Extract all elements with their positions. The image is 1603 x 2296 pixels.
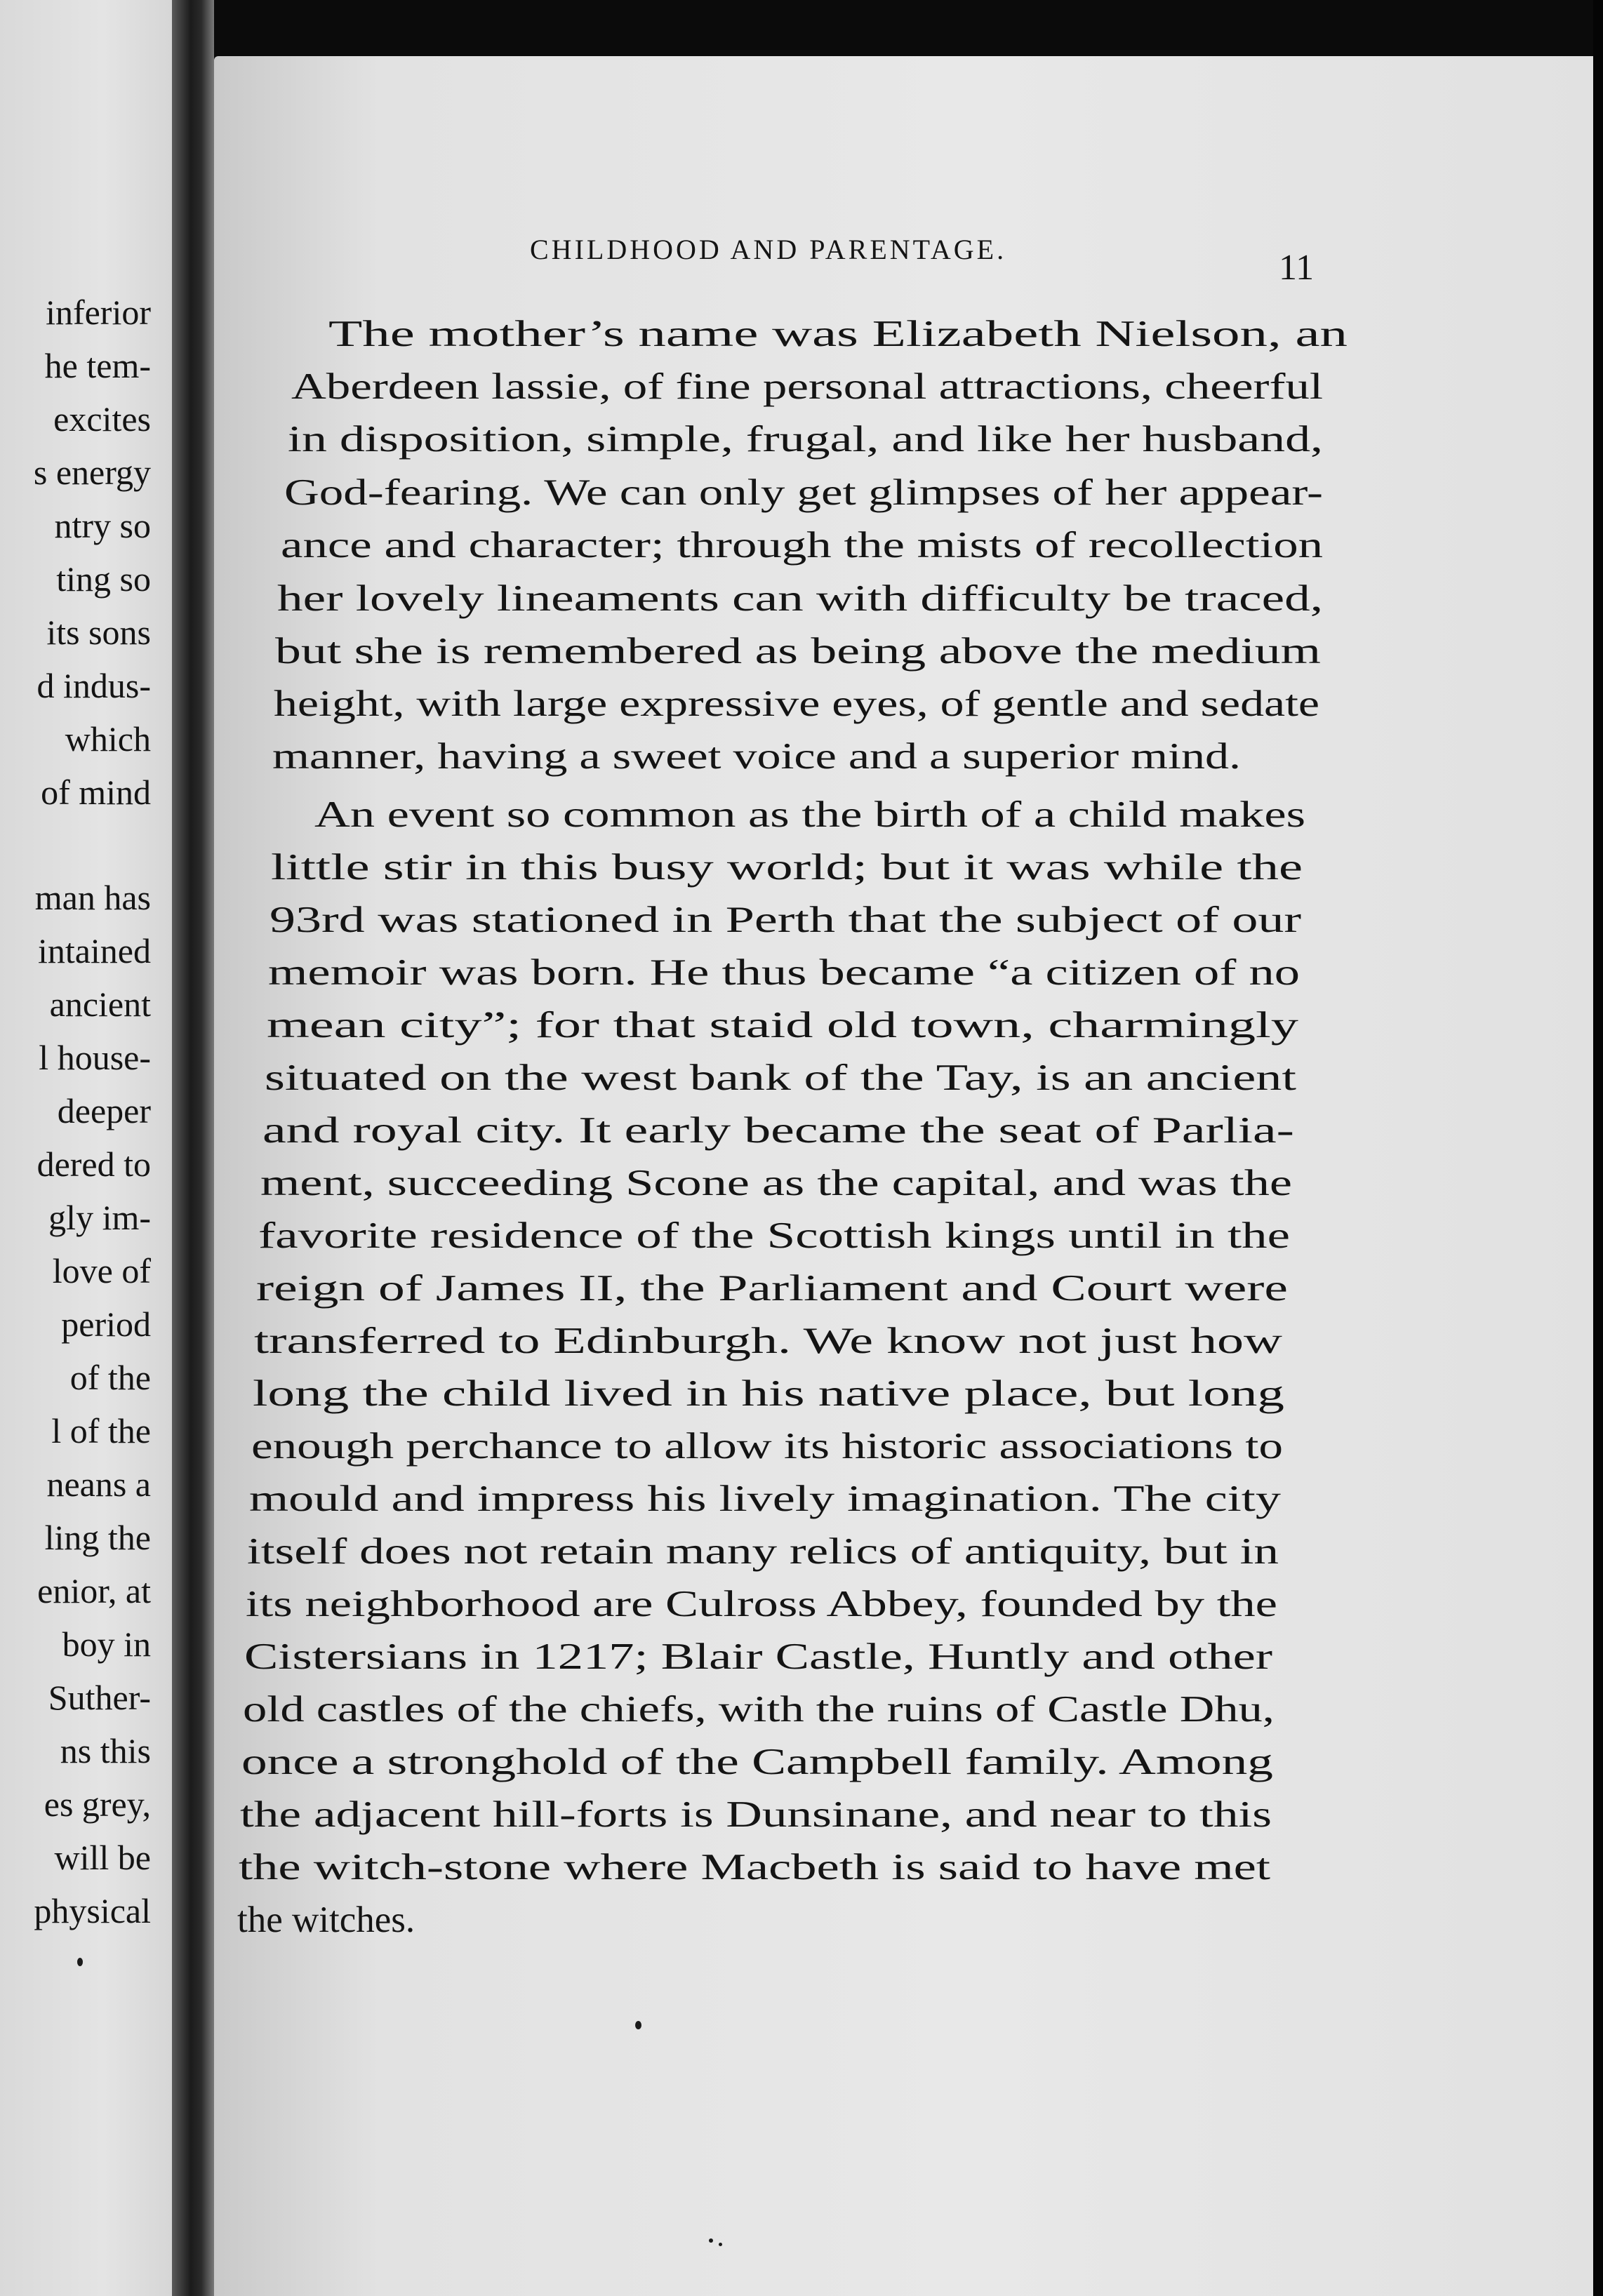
left-page-line: deeper bbox=[57, 1091, 151, 1130]
print-speck bbox=[709, 2238, 713, 2243]
body-line: long the child lived in his native place, but long bbox=[253, 1373, 1284, 1414]
body-line: An event so common as the birth of a child makes bbox=[314, 794, 1306, 835]
print-speck bbox=[719, 2243, 722, 2246]
body-line: the adjacent hill-forts is Dunsinane, and near to this bbox=[240, 1794, 1272, 1835]
left-page-line: intained bbox=[37, 931, 151, 970]
print-speck bbox=[635, 2021, 641, 2029]
left-page-line: man has bbox=[34, 878, 151, 917]
left-page-line: he tem- bbox=[44, 346, 151, 385]
page-number: 11 bbox=[1279, 248, 1315, 288]
left-page-line: ntry so bbox=[54, 506, 151, 545]
body-line: the witches. bbox=[237, 1900, 415, 1940]
left-page-line: neans a bbox=[46, 1464, 151, 1504]
left-page-line: s energy bbox=[33, 453, 151, 492]
body-line: God-fearing. We can only get glimpses of her appear- bbox=[284, 472, 1323, 513]
left-page-line: gly im- bbox=[48, 1198, 151, 1237]
left-page-line: will be bbox=[54, 1838, 151, 1877]
left-page-line: inferior bbox=[46, 293, 151, 332]
left-page-line: d indus- bbox=[36, 666, 151, 705]
body-line: manner, having a sweet voice and a superior mind. bbox=[272, 736, 1242, 777]
left-page-line: es grey, bbox=[44, 1784, 151, 1824]
left-page-line: period bbox=[61, 1304, 151, 1344]
body-line: 93rd was stationed in Perth that the subject of our bbox=[270, 900, 1302, 940]
left-page-line: l house- bbox=[39, 1038, 151, 1077]
left-page-line: its sons bbox=[46, 613, 151, 652]
body-line: ment, succeeding Scone as the capital, and was the bbox=[260, 1163, 1292, 1203]
body-line: but she is remembered as being above the medium bbox=[275, 631, 1321, 672]
body-line: the witch-stone where Macbeth is said to have met bbox=[239, 1847, 1270, 1888]
running-head: CHILDHOOD AND PARENTAGE. bbox=[530, 234, 1007, 265]
body-line: itself does not retain many relics of antiquity, but in bbox=[247, 1531, 1279, 1572]
body-line: height, with large expressive eyes, of gentle and sedate bbox=[274, 683, 1320, 724]
left-page-line: of the bbox=[69, 1358, 151, 1397]
left-page-line: Suther- bbox=[48, 1678, 151, 1717]
left-page-line: of mind bbox=[41, 773, 151, 812]
left-page-line: boy in bbox=[62, 1624, 151, 1664]
body-line: Aberdeen lassie, of fine personal attractions, cheerful bbox=[291, 366, 1324, 407]
body-line: reign of James II, the Parliament and Court were bbox=[256, 1268, 1288, 1309]
left-page-line: excites bbox=[53, 399, 151, 439]
body-line: and royal city. It early became the seat of Parlia- bbox=[262, 1110, 1294, 1151]
left-page-line: love of bbox=[52, 1251, 151, 1290]
left-page-line: ancient bbox=[49, 985, 151, 1024]
body-line: once a stronghold of the Campbell family. Among bbox=[241, 1742, 1273, 1782]
body-line: mean city”; for that staid old town, charmingly bbox=[267, 1005, 1298, 1046]
body-line: ance and character; through the mists of recollection bbox=[281, 525, 1324, 566]
body-line: The mother’s name was Elizabeth Nielson, an bbox=[328, 314, 1348, 354]
body-line: memoir was born. He thus became “a citizen of no bbox=[268, 952, 1301, 993]
left-page-line: physical bbox=[34, 1891, 151, 1930]
print-speck bbox=[77, 1958, 83, 1966]
body-line: favorite residence of the Scottish kings until in the bbox=[258, 1215, 1290, 1256]
body-line: transferred to Edinburgh. We know not just how bbox=[254, 1321, 1282, 1361]
left-page-line: which bbox=[65, 719, 151, 759]
body-line: little stir in this busy world; but it was while the bbox=[271, 847, 1303, 888]
body-line: her lovely lineaments can with difficulty be traced, bbox=[277, 578, 1324, 619]
left-page-line: ling the bbox=[44, 1518, 151, 1557]
left-page-line: enior, at bbox=[37, 1571, 151, 1610]
left-page-line: ns this bbox=[60, 1731, 151, 1770]
body-line: Cistersians in 1217; Blair Castle, Huntly and other bbox=[244, 1636, 1272, 1677]
body-line: situated on the west bank of the Tay, is an ancient bbox=[265, 1057, 1296, 1098]
left-page-line: ting so bbox=[56, 559, 151, 599]
body-line: in disposition, simple, frugal, and like her husband, bbox=[288, 419, 1323, 460]
body-line: old castles of the chiefs, with the ruins of Castle Dhu, bbox=[243, 1689, 1275, 1730]
body-line: enough perchance to allow its historic associations to bbox=[251, 1426, 1283, 1467]
left-page-line: dered to bbox=[36, 1144, 151, 1184]
body-line: its neighborhood are Culross Abbey, founded by the bbox=[246, 1584, 1277, 1624]
left-page-line: l of the bbox=[51, 1411, 151, 1450]
body-line: mould and impress his lively imagination. The city bbox=[249, 1479, 1281, 1519]
